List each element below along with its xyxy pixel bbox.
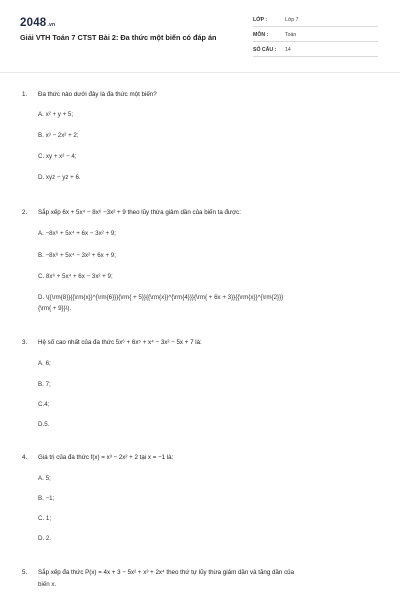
meta-count-value: 14 bbox=[285, 47, 291, 53]
question-2-option-d-cont: {\rm{ + 9}}\). bbox=[38, 305, 72, 312]
question-2-option-a[interactable]: A. −8x⁶ + 5x⁴ + 6x − 3x² + 9; bbox=[38, 230, 116, 237]
question-3-option-d[interactable]: D.5. bbox=[38, 421, 50, 428]
question-4-option-c[interactable]: C. 1; bbox=[38, 515, 52, 522]
question-4-number: 4. bbox=[22, 454, 28, 461]
meta-count bbox=[253, 44, 378, 57]
logo-text: 2048 bbox=[20, 17, 47, 29]
document-title: Giải VTH Toán 7 CTST Bài 2: Đa thức một biến có đáp án bbox=[20, 33, 217, 42]
question-3-number: 3. bbox=[22, 339, 28, 346]
question-2-number: 2. bbox=[22, 209, 28, 216]
question-5-number: 5. bbox=[22, 569, 28, 576]
question-4-option-d[interactable]: D. 2. bbox=[38, 535, 52, 542]
question-4-option-b[interactable]: B. −1; bbox=[38, 495, 55, 502]
question-3-option-a[interactable]: A. 6; bbox=[38, 360, 51, 367]
meta-subject-label: MÔN : bbox=[253, 32, 269, 38]
question-3-option-c[interactable]: C.4; bbox=[38, 401, 50, 408]
meta-class bbox=[253, 14, 378, 27]
question-1-option-b[interactable]: B. x³ − 2x² + 2; bbox=[38, 132, 79, 139]
header-divider bbox=[0, 72, 400, 73]
question-2-option-d[interactable]: D. \({\rm{8}}{{\rm{x}}^{\rm{6}}}{\rm{ + 5}}{{\rm{x}}^{\rm{4}}}{\rm{ + 6x + 3}}{{\rm{x}}^{\rm{2}}} bbox=[38, 294, 284, 301]
logo-suffix: .vn bbox=[47, 22, 56, 28]
question-1-text: Đa thức nào dưới đây là đa thức một biến? bbox=[38, 91, 157, 98]
meta-class-value: Lớp 7 bbox=[285, 17, 299, 23]
meta-subject-value: Toán bbox=[285, 32, 297, 38]
question-1-option-d[interactable]: D. xyz − yz + 6. bbox=[38, 174, 81, 181]
question-2-text: Sắp xếp 6x + 5x⁴ − 8x⁶ −3x² + 9 theo lũy thừa giảm dần của biến ta được: bbox=[38, 209, 241, 216]
question-3-option-b[interactable]: B. 7; bbox=[38, 381, 51, 388]
question-1-option-c[interactable]: C. xy + x² − 4; bbox=[38, 153, 77, 160]
meta-class-label: LỚP : bbox=[253, 17, 268, 23]
question-5-text-cont: biến x. bbox=[38, 581, 57, 588]
question-2-option-b[interactable]: B. −8x⁶ + 5x⁴ − 3x² + 6x + 9; bbox=[38, 252, 116, 259]
question-1-number: 1. bbox=[22, 91, 28, 98]
question-3-text: Hệ số cao nhất của đa thức 5x⁶ + 6x⁵ + x⁴ − 3x² − 5x + 7 là: bbox=[38, 339, 202, 346]
meta-count-label: SỐ CÂU : bbox=[253, 47, 277, 53]
site-logo[interactable] bbox=[20, 17, 55, 29]
question-1-option-a[interactable]: A. x² + y + 5; bbox=[38, 111, 74, 118]
question-4-option-a[interactable]: A. 5; bbox=[38, 475, 51, 482]
question-2-option-c[interactable]: C. 8x⁶ + 5x⁴ + 6x − 3x² + 9; bbox=[38, 273, 113, 280]
question-4-text: Giá trị của đa thức f(x) = x³ − 2x² + 2 tại x = −1 là: bbox=[38, 454, 174, 461]
meta-subject bbox=[253, 29, 378, 42]
question-5-text: Sắp xếp đa thức P(x) = 4x + 3 − 5x² + x³ + 2x⁴ theo thứ tự lũy thừa giảm dần và tăng dần của bbox=[38, 569, 295, 576]
page-header bbox=[0, 0, 400, 70]
